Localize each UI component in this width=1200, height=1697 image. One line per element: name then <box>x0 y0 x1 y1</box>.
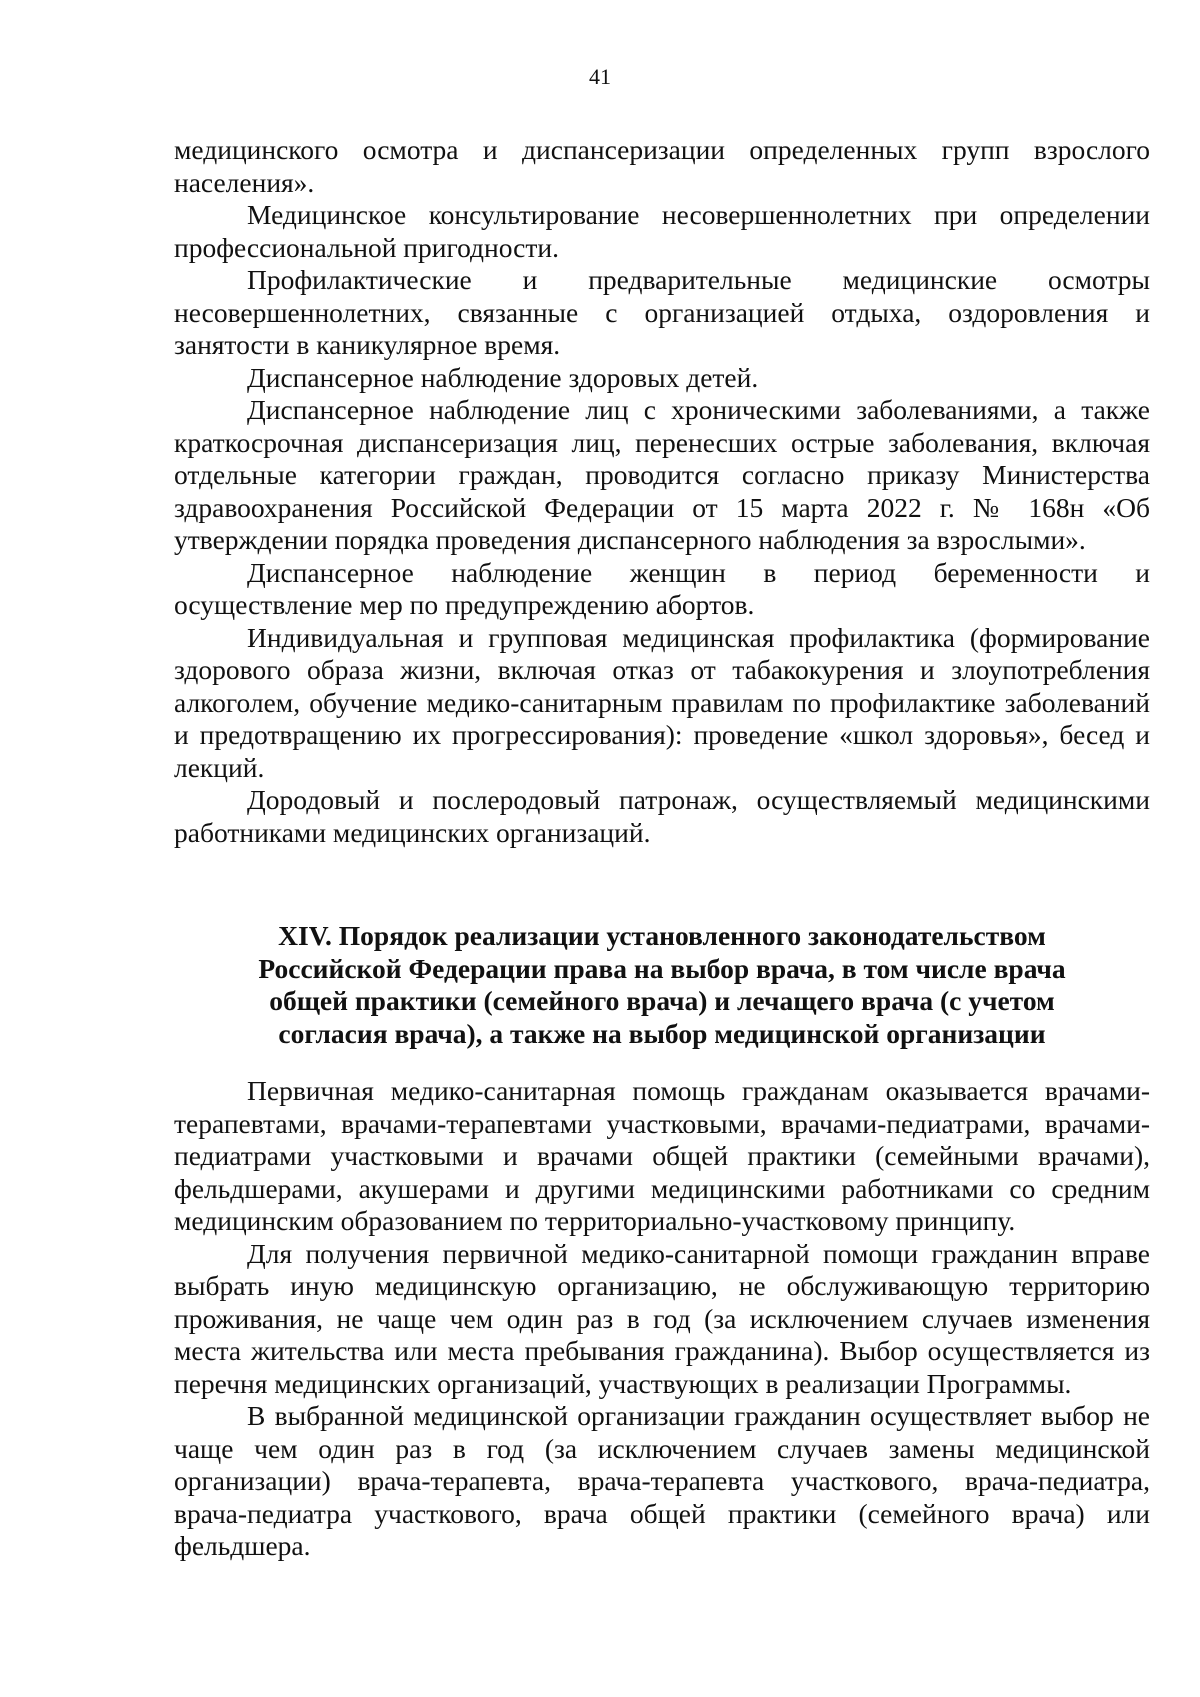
paragraph: Для получения первичной медико-санитарной помощи гражданин вправе выбрать иную медицинскую организацию, не обслуживающую территорию проживания, не чаще чем один раз в год (за исключением случаев изменения места жительства или места пребывания гражданина). Выбор осуществляется из перечня медицинских организаций, участвующих в реализации Программы. <box>174 1237 1150 1399</box>
paragraph: Профилактические и предварительные медицинские осмотры несовершеннолетних, связанные с организацией отдыха, оздоровления и занятости в каникулярное время. <box>174 264 1150 360</box>
paragraph: Медицинское консультирование несовершеннолетних при определении профессиональной пригодности. <box>174 199 1150 263</box>
paragraph: Дородовый и послеродовый патронаж, осуществляемый медицинскими работниками медицинских организаций. <box>174 784 1150 848</box>
paragraph: Диспансерное наблюдение женщин в период беременности и осуществление мер по предупреждению абортов. <box>174 556 1150 620</box>
page-number: 41 <box>589 64 611 89</box>
section-heading-line: Российской Федерации права на выбор врача, в том числе врача <box>258 952 1066 984</box>
paragraph: Диспансерное наблюдение здоровых детей. <box>247 361 759 393</box>
section-heading-line: согласия врача), а также на выбор медицинской организации <box>278 1017 1046 1049</box>
section-heading <box>174 920 1150 1050</box>
paragraph: Первичная медико-санитарная помощь гражданам оказывается врачами-терапевтами, врачами-терапевтами участковыми, врачами-педиатрами, врачами-педиатрами участковыми и врачами общей практики (семейными врачами), фельдшерами, акушерами и другими медицинскими работниками со средним медицинским образованием по территориально-участковому принципу. <box>174 1075 1150 1236</box>
paragraph: медицинского осмотра и диспансеризации определенных групп взрослого населения». <box>174 134 1150 198</box>
paragraph: В выбранной медицинской организации гражданин осуществляет выбор не чаще чем один раз в год (за исключением случаев замены медицинской организации) врача-терапевта, врача-терапевта участкового, врача-педиатра, врача-педиатра участкового, врача общей практики (семейного врача) или фельдшера. <box>174 1400 1150 1561</box>
paragraph: Индивидуальная и групповая медицинская профилактика (формирование здорового образа жизни, включая отказ от табакокурения и злоупотребления алкоголем, обучение медико-санитарным правилам по профилактике заболеваний и предотвращению их прогрессирования): проведение «школ здоровья», бесед и лекций. <box>174 621 1150 783</box>
body-text-bottom <box>174 1075 1150 1563</box>
body-text-top <box>174 134 1150 849</box>
section-heading-line: общей практики (семейного врача) и лечащего врача (с учетом <box>269 985 1055 1016</box>
section-heading-line: XIV. Порядок реализации установленного законодательством <box>278 920 1046 951</box>
paragraph: Диспансерное наблюдение лиц с хроническими заболеваниями, а также краткосрочная диспансеризация лиц, перенесших острые заболевания, включая отдельные категории граждан, проводится согласно приказу Министерства здравоохранения Российской Федерации от 15 марта 2022 г. № 168н «Об утверждении порядка проведения диспансерного наблюдения за взрослыми». <box>174 394 1150 555</box>
